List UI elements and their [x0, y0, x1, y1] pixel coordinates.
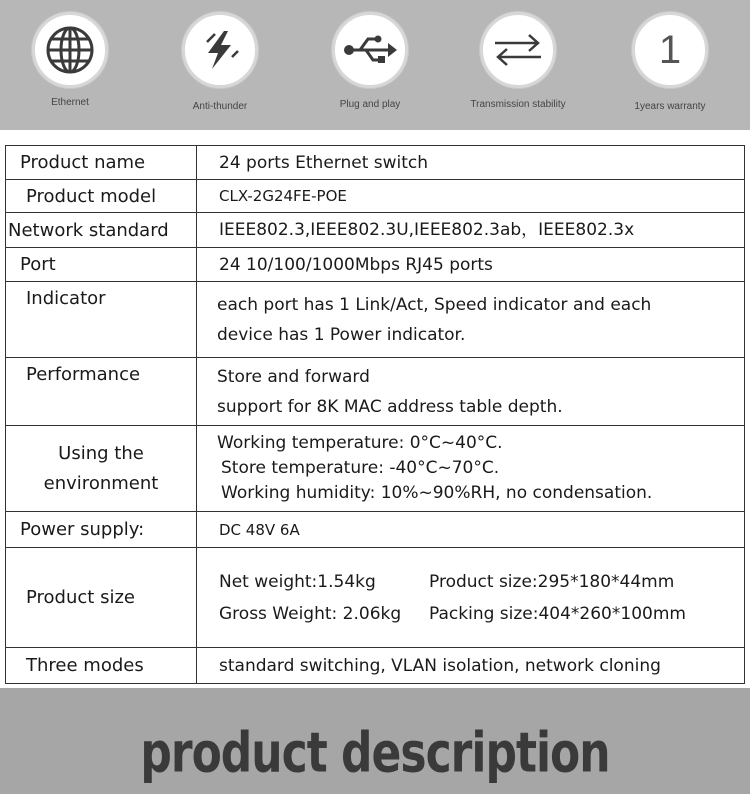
feature-plug-and-play [295, 10, 445, 125]
environment-line: Working humidity: 10%~90%RH, no condensation. [221, 483, 653, 503]
indicator-key: Indicator [6, 282, 197, 358]
page-title: product description [140, 721, 610, 786]
environment-line: Store temperature: -40°C~70°C. [221, 458, 500, 478]
performance-line: Store and forward [217, 366, 370, 387]
transfer-arrows-icon [480, 12, 556, 88]
network-standard-value: IEEE802.3,IEEE802.3U,IEEE802.3ab，IEEE802.3x [197, 213, 745, 248]
performance-value [197, 358, 745, 426]
power-supply-key: Power supply: [6, 512, 197, 548]
table-row [6, 282, 745, 358]
feature-label: Ethernet [51, 97, 89, 108]
number-one-icon [632, 12, 708, 88]
power-supply-value: DC 48V 6A [197, 512, 745, 548]
environment-key-line: Using the [58, 442, 144, 464]
environment-line: Working temperature: 0°C~40°C. [217, 433, 503, 453]
lightning-icon [182, 12, 258, 88]
feature-band [0, 0, 750, 130]
environment-key-line: environment [43, 472, 159, 494]
net-weight: Net weight:1.54kg [219, 571, 376, 592]
performance-line: support for 8K MAC address table depth. [217, 396, 563, 417]
table-row [6, 146, 745, 180]
gross-weight: Gross Weight: 2.06kg [219, 603, 402, 624]
indicator-value [197, 282, 745, 358]
globe-icon [32, 12, 108, 88]
feature-label: Plug and play [339, 99, 401, 110]
feature-label: 1years warranty [634, 101, 706, 112]
table-row [6, 213, 745, 248]
spec-table [5, 145, 745, 684]
environment-value [197, 426, 745, 512]
title-band [0, 688, 750, 794]
size-grid [219, 567, 744, 629]
three-modes-key: Three modes [6, 648, 197, 684]
table-row [6, 548, 745, 648]
product-size-key: Product size [6, 548, 197, 648]
product-name-value: 24 ports Ethernet switch [197, 146, 745, 180]
port-value: 24 10/100/1000Mbps RJ45 ports [197, 248, 745, 282]
table-row [6, 248, 745, 282]
performance-key: Performance [6, 358, 197, 426]
table-row [6, 426, 745, 512]
feature-transmission-stability [443, 10, 593, 125]
three-modes-value: standard switching, VLAN isolation, network cloning [197, 648, 745, 684]
feature-ethernet [0, 10, 145, 125]
product-size-value [197, 548, 745, 648]
network-standard-key: Network standard [6, 213, 197, 248]
feature-label: Anti-thunder [192, 101, 248, 112]
table-row [6, 512, 745, 548]
feature-label: Transmission stability [470, 99, 566, 110]
table-row [6, 358, 745, 426]
indicator-line: device has 1 Power indicator. [217, 324, 466, 345]
product-size: Product size:295*180*44mm [429, 571, 675, 592]
port-key: Port [6, 248, 197, 282]
feature-anti-thunder [145, 10, 295, 125]
environment-key [6, 426, 197, 512]
table-row [6, 648, 745, 684]
indicator-line: each port has 1 Link/Act, Speed indicator and each [217, 294, 652, 315]
spec-section [0, 130, 750, 690]
packing-size: Packing size:404*260*100mm [429, 603, 686, 624]
warranty-number: 1 [658, 28, 682, 72]
product-model-value: CLX-2G24FE-POE [197, 180, 745, 213]
feature-warranty [595, 10, 745, 125]
table-row [6, 180, 745, 213]
usb-icon [332, 12, 408, 88]
product-name-key: Product name [6, 146, 197, 180]
product-model-key: Product model [6, 180, 197, 213]
